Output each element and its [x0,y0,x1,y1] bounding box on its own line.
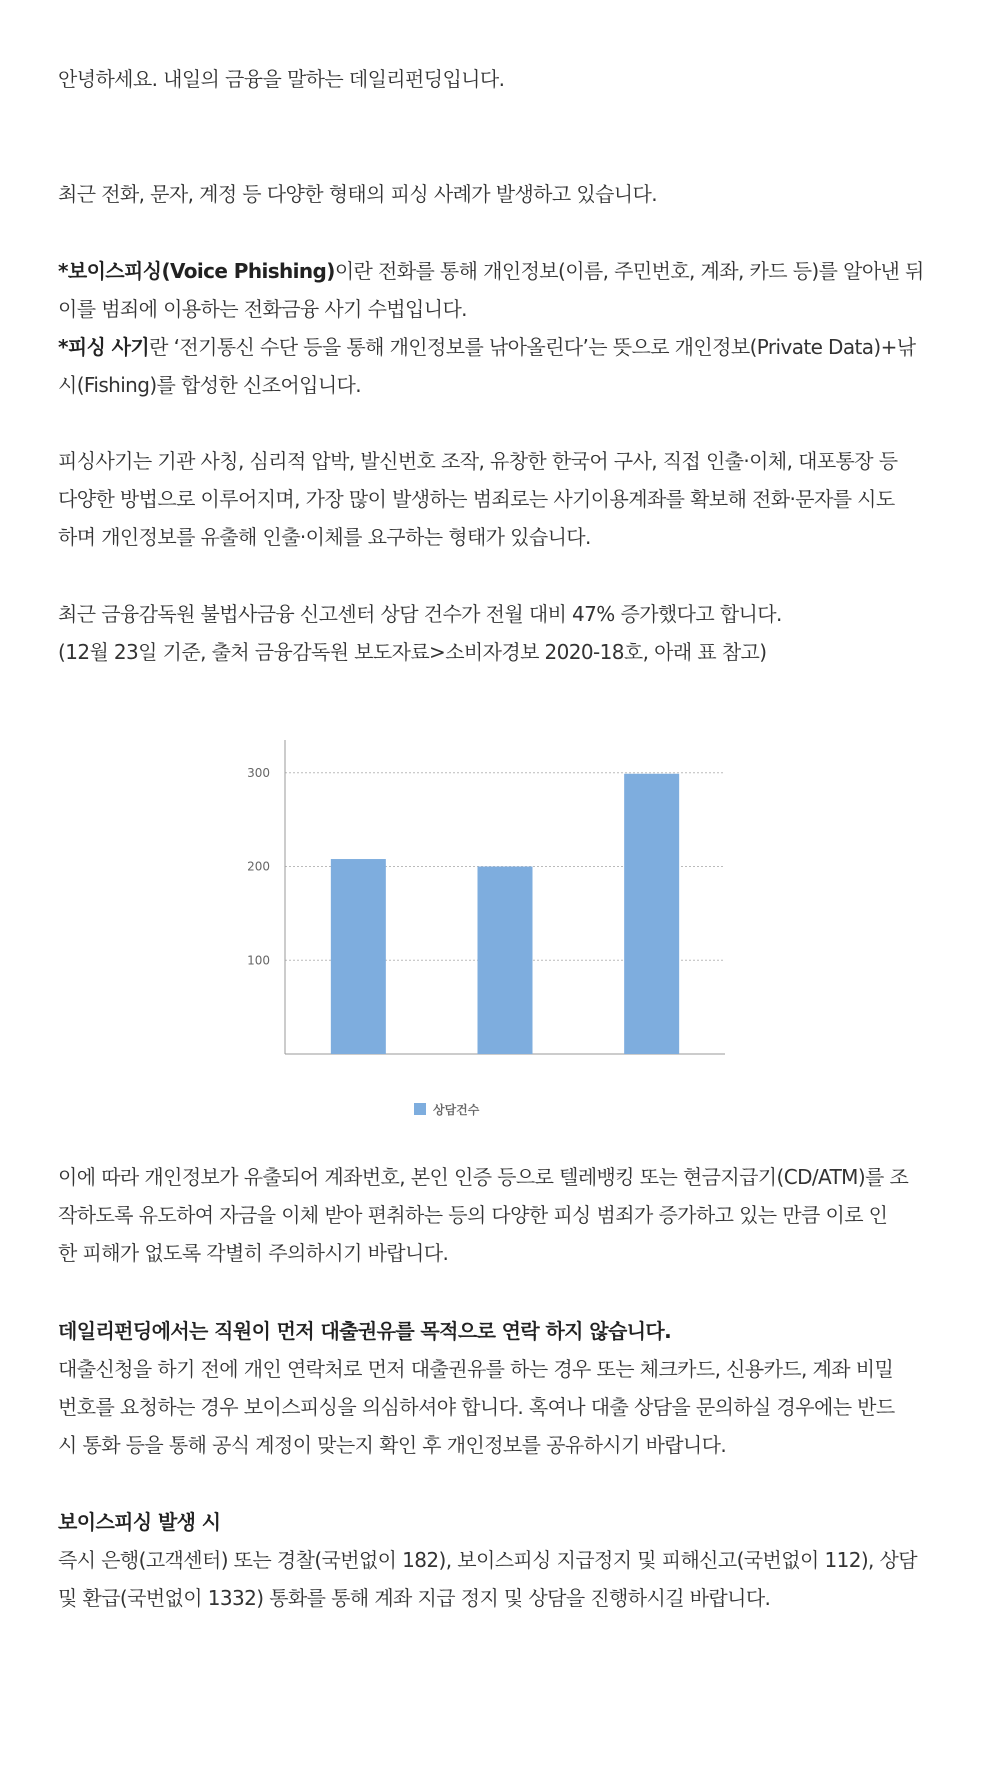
stats-line-2: (12월 23일 기준, 출처 금융감독원 보도자료>소비자경보 2020-18호, 아래 표 참고) [58,640,767,664]
notice-heading: 데일리펀딩에서는 직원이 먼저 대출권유를 목적으로 연락 하지 않습니다. [58,1319,672,1343]
legend-swatch [414,1103,426,1115]
methods-line-3: 하며 개인정보를 유출해 인출·이체를 요구하는 형태가 있습니다. [58,525,591,549]
consultation-bar-chart [230,730,750,1150]
phishing-term: *피싱 사기 [58,335,150,359]
voice-phishing-term: *보이스피싱(Voice Phishing) [58,259,335,283]
notice-line-1: 대출신청을 하기 전에 개인 연락처로 먼저 대출권유를 하는 경우 또는 체크카드, 신용카드, 계좌 비밀 [58,1357,894,1381]
phishing-definition-line-1 [58,333,916,361]
methods-line-2: 다양한 방법으로 이루어지며, 가장 많이 발생하는 범죄로는 사기이용계좌를 확보해 전화·문자를 시도 [58,487,895,511]
greeting-text: 안녕하세요. 내일의 금융을 말하는 데일리펀딩입니다. [58,67,505,91]
y-tick-label: 100 [247,953,270,968]
bar-2 [478,867,533,1054]
voice-phishing-definition-line-1 [58,257,924,285]
bar-1 [331,859,386,1054]
voice-phishing-definition-line-2: 이를 범죄에 이용하는 전화금융 사기 수법입니다. [58,297,467,321]
voice-phishing-definition-text: 이란 전화를 통해 개인정보(이름, 주민번호, 계좌, 카드 등)를 알아낸 뒤 [334,259,924,283]
action-line-2: 및 환급(국번없이 1332) 통화를 통해 계좌 지급 정지 및 상담을 진행하시길 바랍니다. [58,1586,771,1610]
consequence-line-2: 작하도록 유도하여 자금을 이체 받아 편취하는 등의 다양한 피싱 범죄가 증가하고 있는 만큼 이로 인 [58,1203,888,1227]
notice-line-2: 번호를 요청하는 경우 보이스피싱을 의심하셔야 합니다. 혹여나 대출 상담을 문의하실 경우에는 반드 [58,1395,895,1419]
intro-paragraph: 최근 전화, 문자, 계정 등 다양한 형태의 피싱 사례가 발생하고 있습니다. [58,182,658,206]
bar-3 [624,774,679,1054]
consequence-line-3: 한 피해가 없도록 각별히 주의하시기 바랍니다. [58,1241,449,1265]
action-heading: 보이스피싱 발생 시 [58,1510,221,1534]
phishing-definition-line-2: 시(Fishing)를 합성한 신조어입니다. [58,373,362,397]
consequence-line-1: 이에 따라 개인정보가 유출되어 계좌번호, 본인 인증 등으로 텔레뱅킹 또는 현금지급기(CD/ATM)를 조 [58,1165,909,1189]
y-tick-label: 300 [247,765,270,780]
methods-line-1: 피싱사기는 기관 사칭, 심리적 압박, 발신번호 조작, 유창한 한국어 구사, 직접 인출·이체, 대포통장 등 [58,449,898,473]
action-line-1: 즉시 은행(고객센터) 또는 경찰(국번없이 182), 보이스피싱 지급정지 및 피해신고(국번없이 112), 상담 [58,1548,917,1572]
phishing-definition-text: 란 ‘전기통신 수단 등을 통해 개인정보를 낚아올린다’는 뜻으로 개인정보(Private Data)+낚 [149,335,916,359]
legend-label: 상담건수 [433,1103,480,1117]
stats-line-1: 최근 금융감독원 불법사금융 신고센터 상담 건수가 전월 대비 47% 증가했다고 합니다. [58,602,782,626]
notice-line-3: 시 통화 등을 통해 공식 계정이 맞는지 확인 후 개인정보를 공유하시기 바랍니다. [58,1433,727,1457]
y-tick-label: 200 [247,859,270,874]
